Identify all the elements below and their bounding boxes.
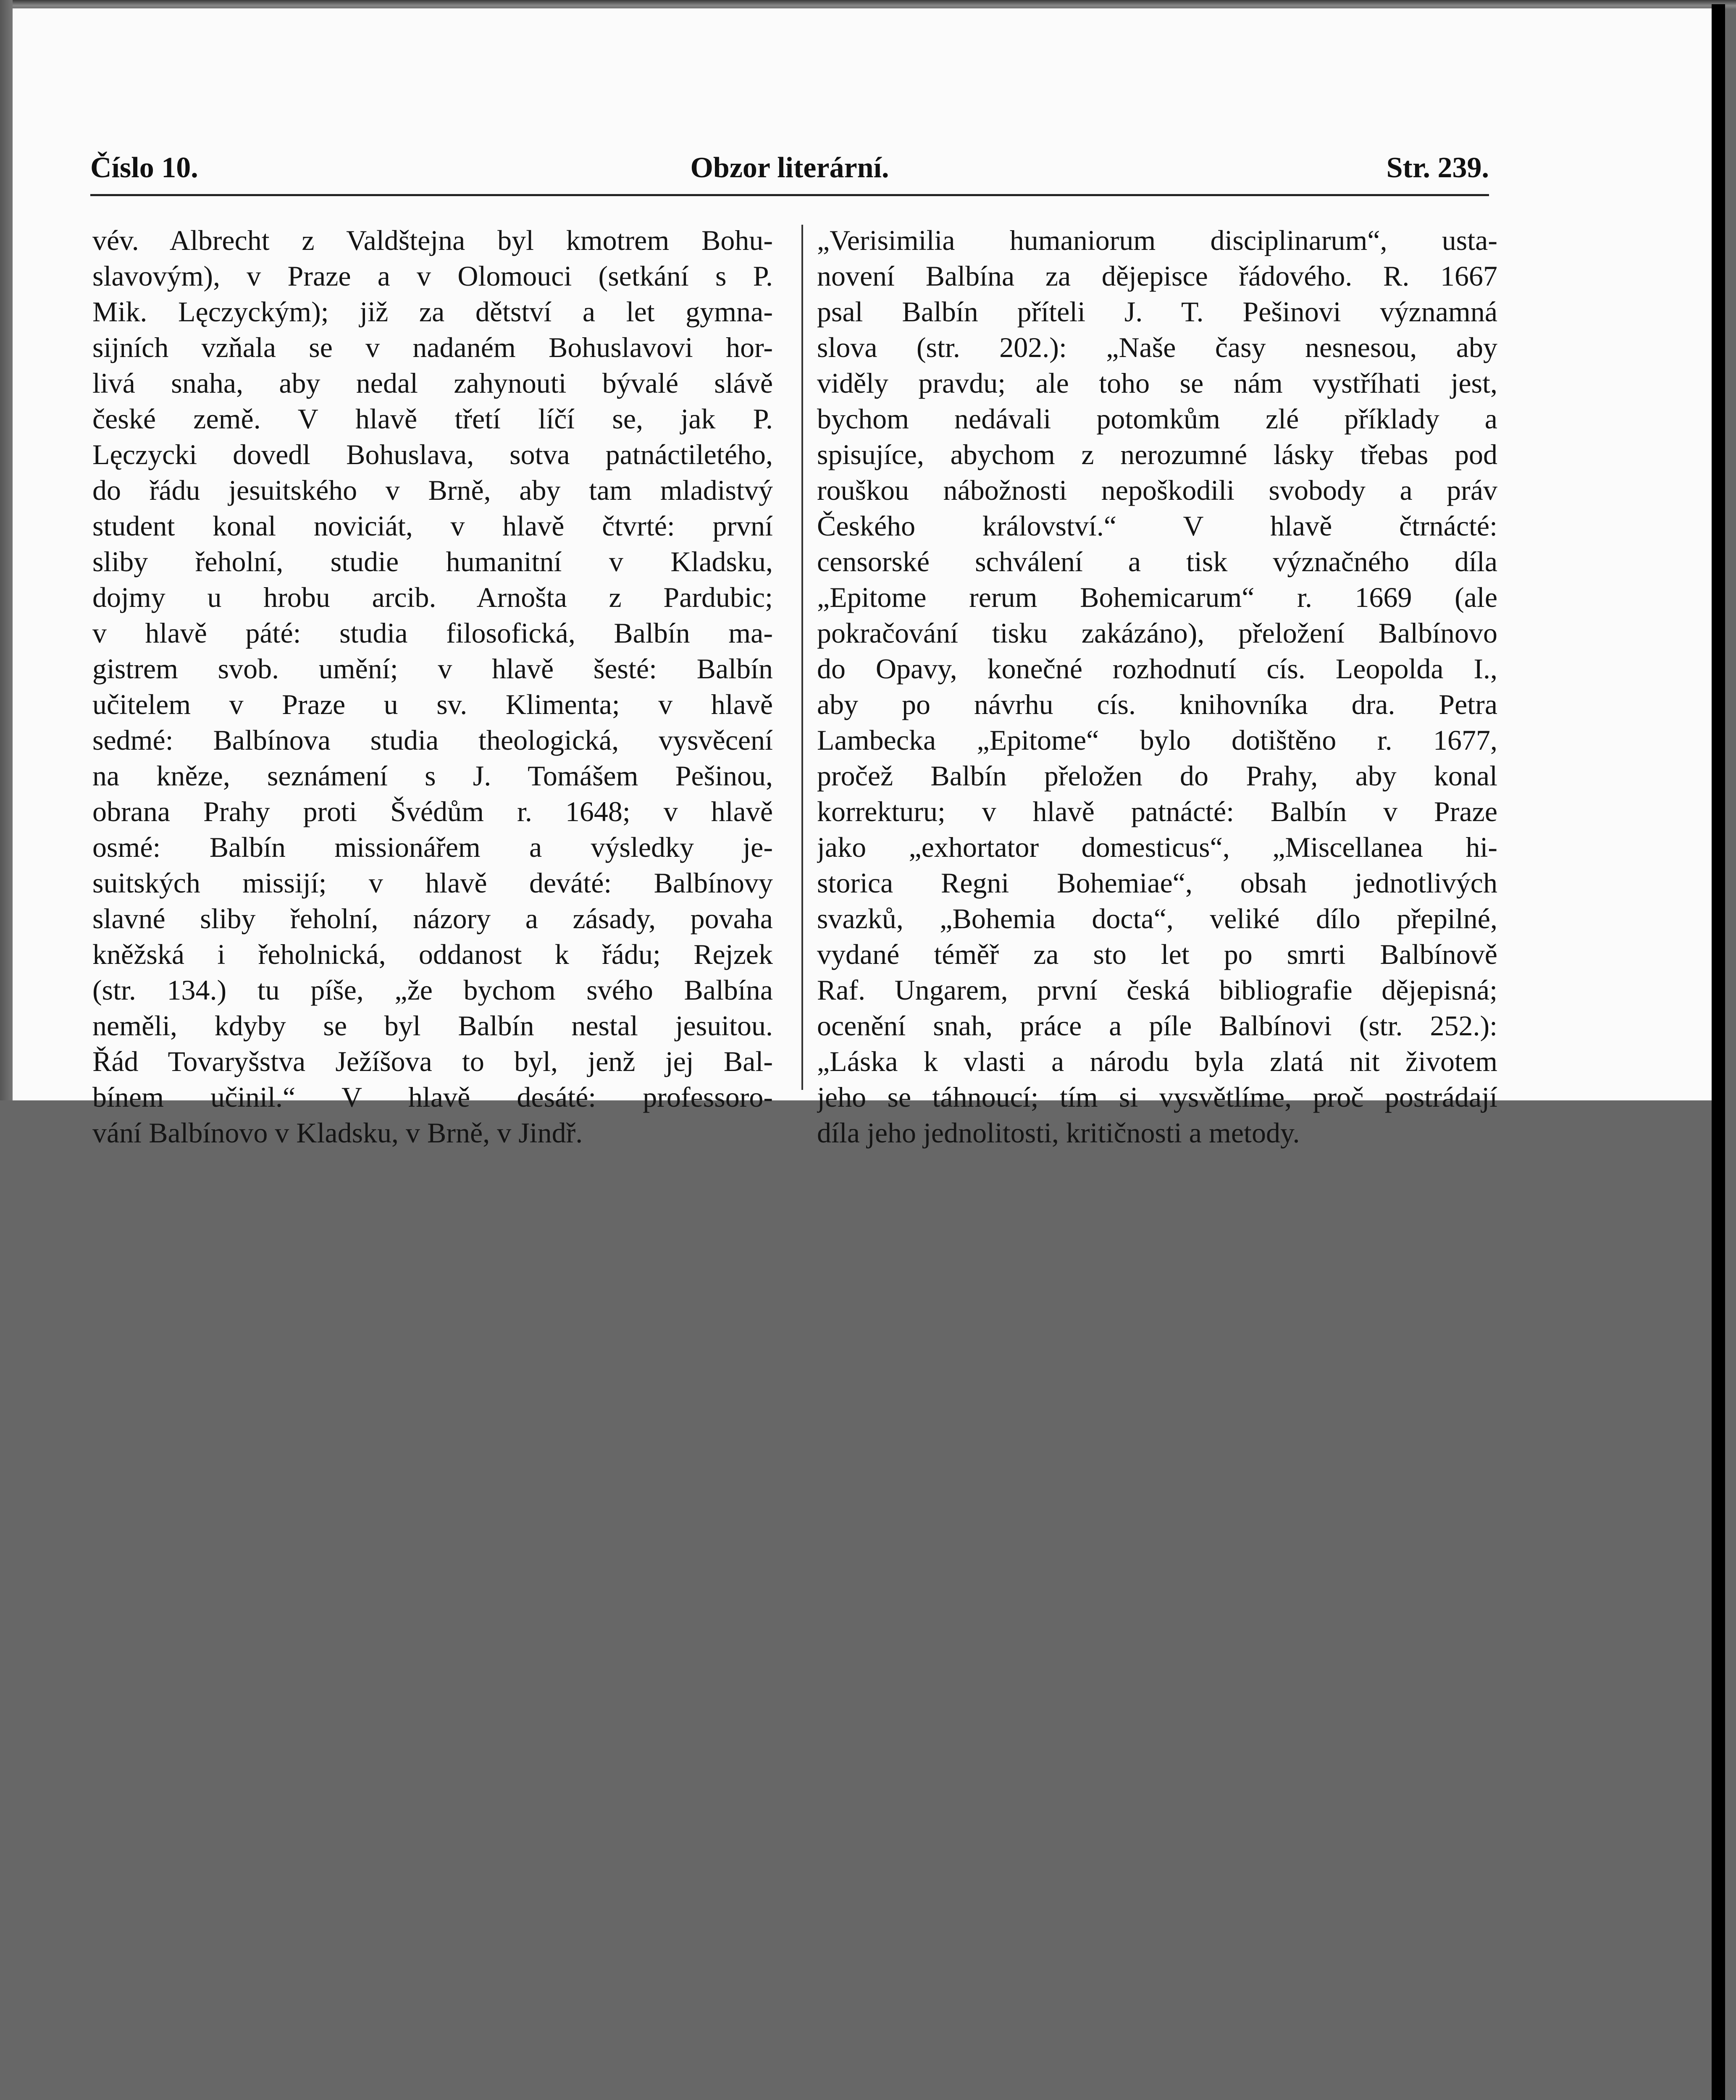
text-line: livá snaha, aby nedal zahynouti bývalé slávě <box>92 367 773 399</box>
text-line: Lambecka „Epitome“ bylo dotištěno r. 1677, <box>817 724 1497 756</box>
text-line: slova (str. 202.): „Naše časy nesnesou, aby <box>817 331 1497 363</box>
text-line: sedmé: Balbínova studia theologická, vysvěcení <box>92 724 773 756</box>
text-line: slavovým), v Praze a v Olomouci (setkání s P. <box>92 260 773 292</box>
text-line: Českého království.“ V hlavě čtrnácté: <box>817 510 1497 542</box>
text-line: storica Regni Bohemiae“, obsah jednotlivých <box>817 867 1497 899</box>
text-line: obrana Prahy proti Švédům r. 1648; v hlavě <box>92 795 773 827</box>
text-line: vydané téměř za sto let po smrti Balbínově <box>817 938 1497 970</box>
journal-title: Obzor literární. <box>690 152 889 184</box>
text-line: censorské schválení a tisk význačného díla <box>817 546 1497 578</box>
text-line: bychom nedávali potomkům zlé příklady a <box>817 403 1497 435</box>
text-line: novení Balbína za dějepisce řádového. R. 1667 <box>817 260 1497 292</box>
page-number: Str. 239. <box>1386 152 1489 184</box>
left-column <box>92 223 773 1151</box>
text-line: do řádu jesuitského v Brně, aby tam mladistvý <box>92 474 773 506</box>
text-line: psal Balbín příteli J. T. Pešinovi významná <box>817 296 1497 328</box>
text-line: „Láska k vlasti a národu byla zlatá nit životem <box>817 1045 1497 1077</box>
issue-number: Číslo 10. <box>90 152 198 184</box>
text-line: rouškou nábožnosti nepoškodili svobody a práv <box>817 474 1497 506</box>
scan-top-edge <box>0 0 1736 9</box>
text-line: sijních vzňala se v nadaném Bohuslavovi hor- <box>92 331 773 363</box>
text-line: bínem učinil.“ V hlavě desáté: professoro- <box>92 1081 773 1113</box>
text-line: Řád Tovaryšstva Ježíšova to byl, jenž jej Bal- <box>92 1045 773 1077</box>
text-line: české země. V hlavě třetí líčí se, jak P. <box>92 403 773 435</box>
text-line: aby po návrhu cís. knihovníka dra. Petra <box>817 688 1497 720</box>
text-line: kněžská i řeholnická, oddanost k řádu; Rejzek <box>92 938 773 970</box>
text-line: spisujíce, abychom z nerozumné lásky třebas pod <box>817 438 1497 470</box>
text-line: „Verisimilia humaniorum disciplinarum“, usta- <box>817 224 1497 256</box>
page-header <box>90 151 1489 193</box>
text-line: pročež Balbín přeložen do Prahy, aby konal <box>817 760 1497 792</box>
text-line: dojmy u hrobu arcib. Arnošta z Pardubic; <box>92 581 773 613</box>
text-line: jako „exhortator domesticus“, „Miscellanea hi- <box>817 831 1497 863</box>
scan-right-edge <box>1712 4 1725 2100</box>
text-line: Mik. Lęczyckým); již za dětství a let gymna- <box>92 296 773 328</box>
text-line: díla jeho jednolitosti, kritičnosti a metody. <box>817 1117 1300 1149</box>
text-line: neměli, kdyby se byl Balbín nestal jesuitou. <box>92 1010 773 1042</box>
text-line: vání Balbínovo v Kladsku, v Brně, v Jindř. <box>92 1117 583 1149</box>
text-line: vév. Albrecht z Valdštejna byl kmotrem Bohu- <box>92 224 773 256</box>
text-line: Lęczycki dovedl Bohuslava, sotva patnáctiletého, <box>92 438 773 470</box>
text-line: (str. 134.) tu píše, „že bychom svého Balbína <box>92 974 773 1006</box>
scan-left-edge <box>0 0 13 1100</box>
text-line: učitelem v Praze u sv. Klimenta; v hlavě <box>92 688 773 720</box>
text-line: pokračování tisku zakázáno), přeložení Balbínovo <box>817 617 1497 649</box>
text-line: do Opavy, konečné rozhodnutí cís. Leopolda I., <box>817 653 1497 685</box>
text-line: osmé: Balbín missionářem a výsledky je- <box>92 831 773 863</box>
text-line: suitských missijí; v hlavě deváté: Balbínovy <box>92 867 773 899</box>
text-line: v hlavě páté: studia filosofická, Balbín ma- <box>92 617 773 649</box>
text-line: jeho se táhnoucí; tím si vysvětlíme, proč postrádají <box>817 1081 1497 1113</box>
text-line: student konal noviciát, v hlavě čtvrté: první <box>92 510 773 542</box>
header-rule <box>90 194 1489 196</box>
text-line: Raf. Ungarem, první česká bibliografie dějepisná; <box>817 974 1497 1006</box>
text-line: gistrem svob. umění; v hlavě šesté: Balbín <box>92 653 773 685</box>
text-line: ocenění snah, práce a píle Balbínovi (str. 252.): <box>817 1010 1497 1042</box>
text-line: slavné sliby řeholní, názory a zásady, povaha <box>92 903 773 934</box>
text-line: sliby řeholní, studie humanitní v Kladsku, <box>92 546 773 578</box>
text-line: korrekturu; v hlavě patnácté: Balbín v Praze <box>817 795 1497 827</box>
text-line: svazků, „Bohemia docta“, veliké dílo přepilné, <box>817 903 1497 934</box>
right-column <box>817 223 1497 1151</box>
text-line: „Epitome rerum Bohemicarum“ r. 1669 (ale <box>817 581 1497 613</box>
text-line: viděly pravdu; ale toho se nám vystříhati jest, <box>817 367 1497 399</box>
column-divider <box>801 225 803 1090</box>
text-line: na kněze, seznámení s J. Tomášem Pešinou, <box>92 760 773 792</box>
